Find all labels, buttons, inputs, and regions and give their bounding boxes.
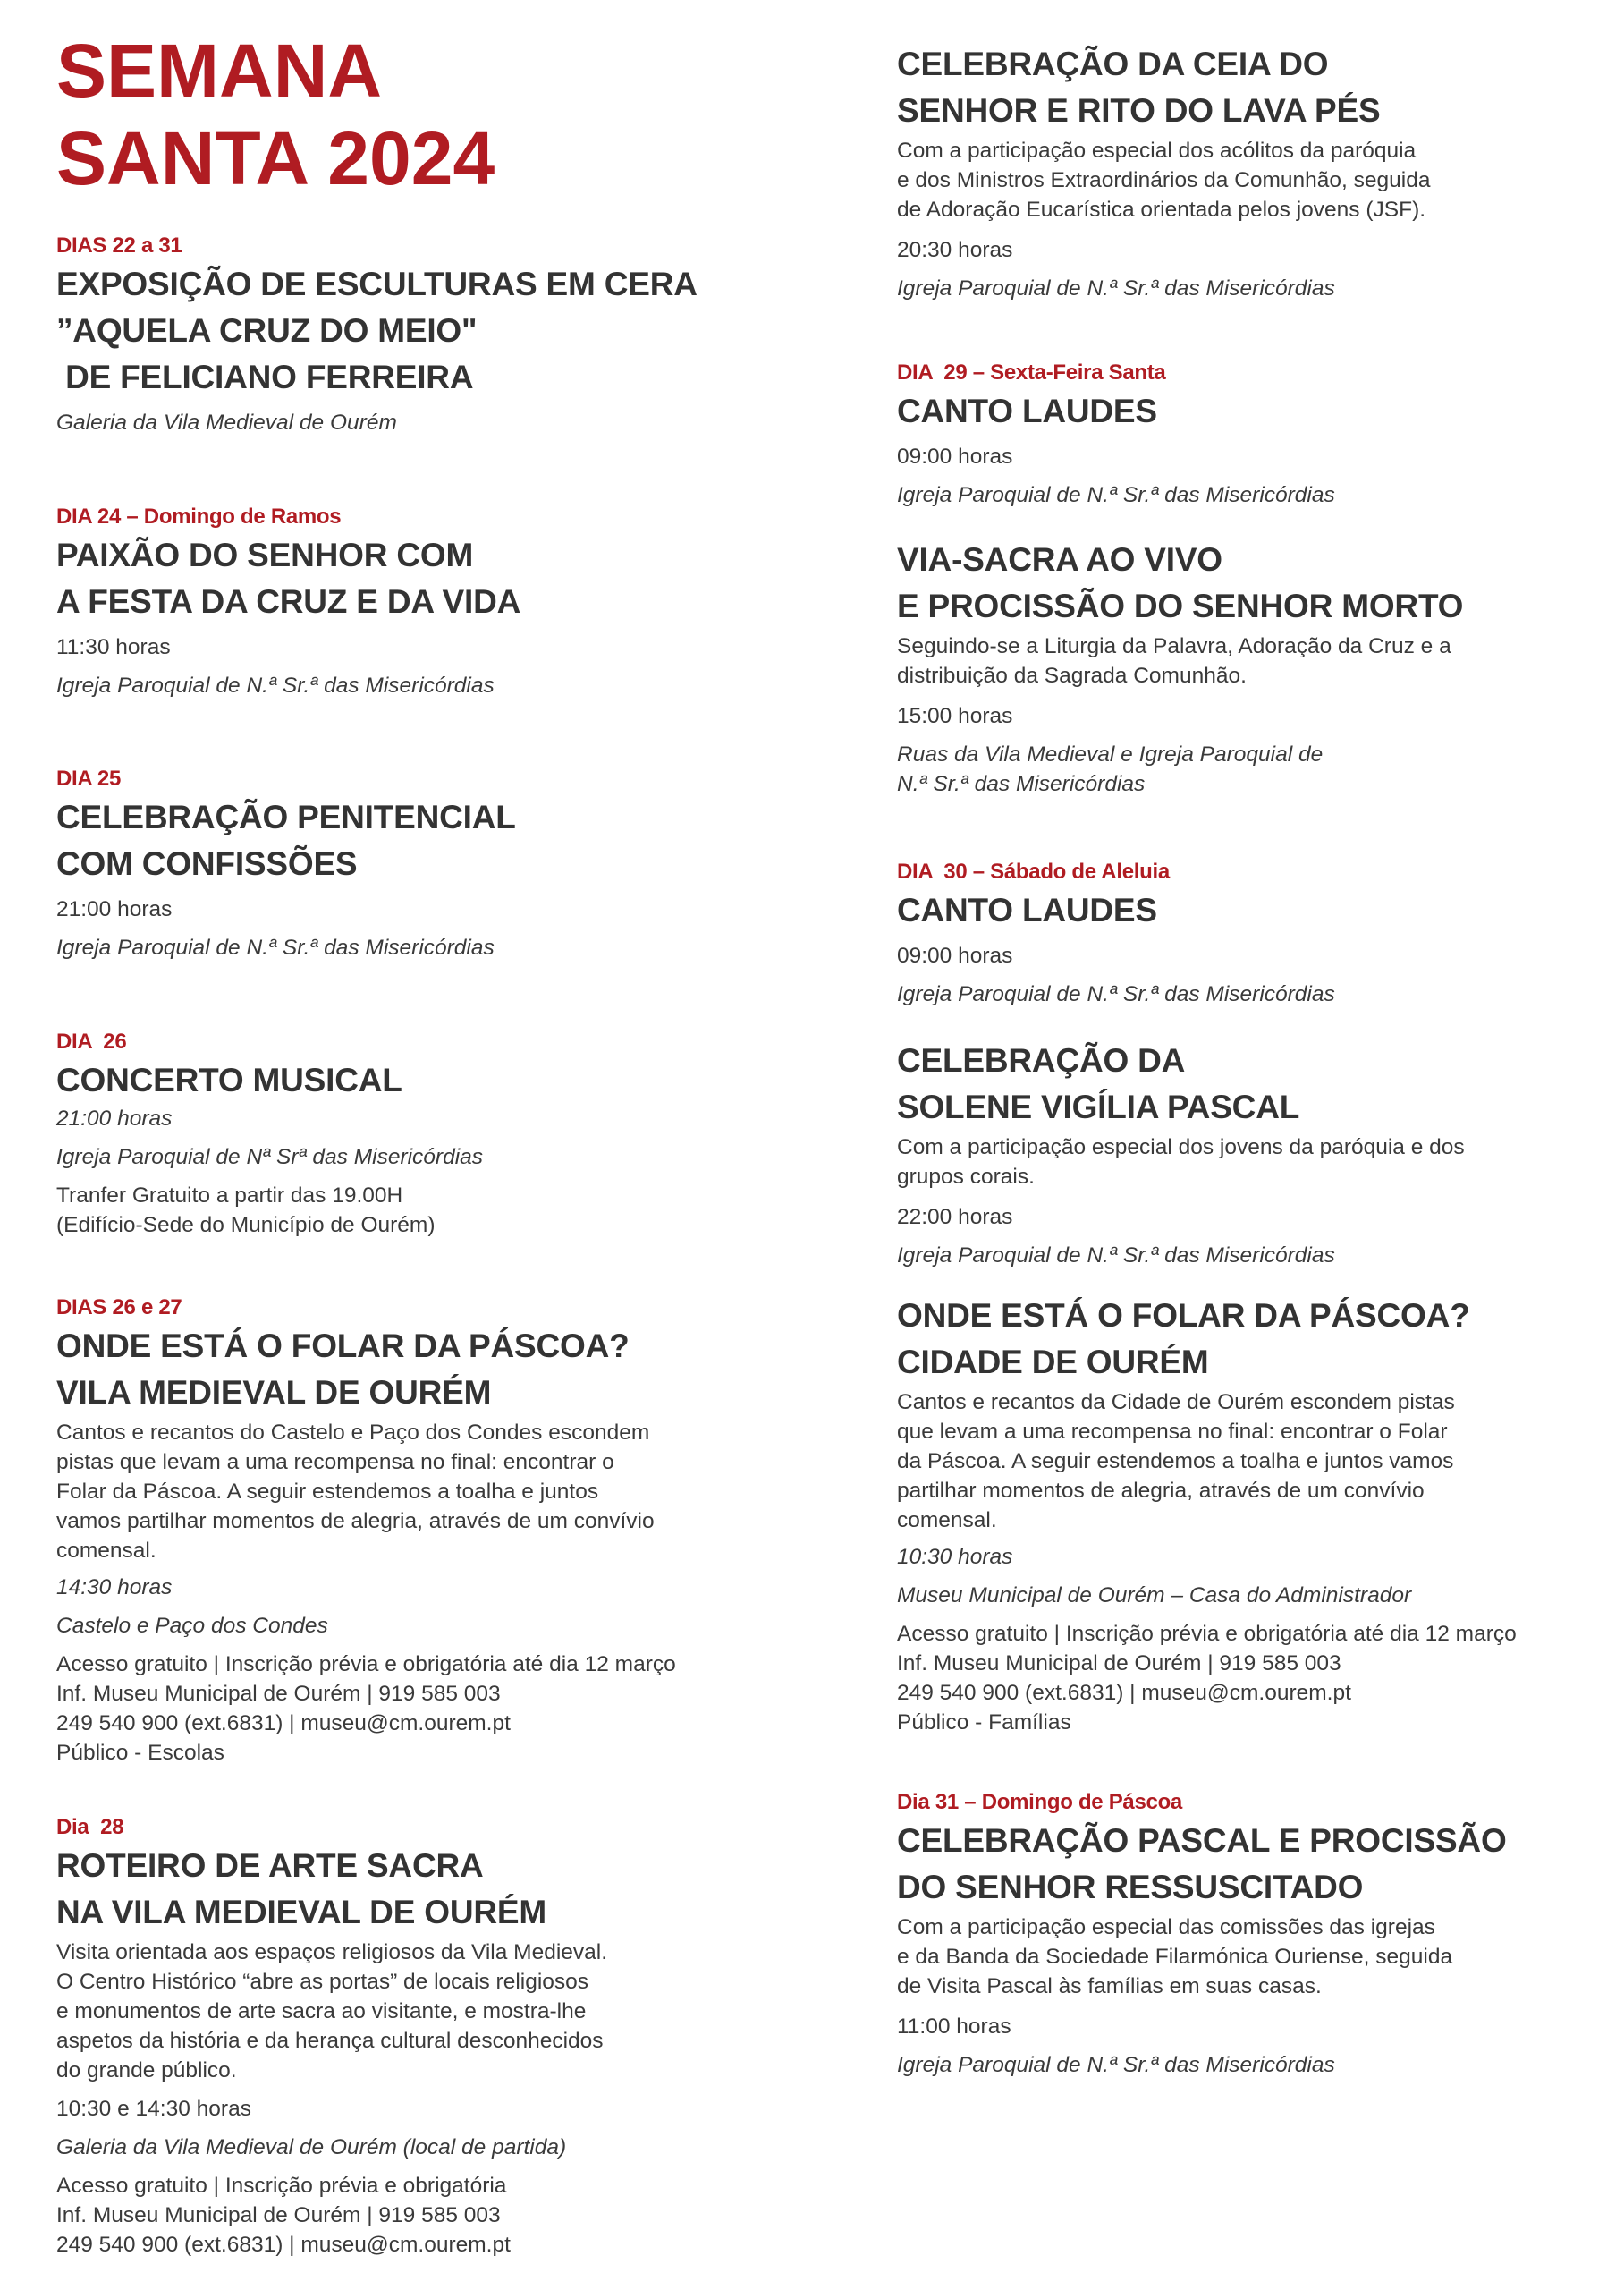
heading-line: VIA-SACRA AO VIVO (897, 541, 1222, 578)
heading-line: DO SENHOR RESSUSCITADO (897, 1869, 1364, 1905)
description-line: Cantos e recantos do Castelo e Paço dos Condes escondem (56, 1421, 650, 1445)
heading-line: CIDADE DE OURÉM (897, 1344, 1209, 1380)
description-line: Com a participação especial dos acólitos da paróquia (897, 139, 1417, 163)
info-line: 249 540 900 (ext.6831) | museu@cm.ourem.pt (56, 2233, 511, 2257)
description-line: Visita orientada aos espaços religiosos da Vila Medieval. (56, 1940, 608, 1964)
event-location: Igreja Paroquial de N.ª Sr.ª das Misericórdias (897, 276, 1335, 301)
heading-line: CELEBRAÇÃO DA CEIA DO (897, 46, 1329, 82)
description-line: e da Banda da Sociedade Filarmónica Ouriense, seguida (897, 1945, 1453, 1969)
heading-line: A FESTA DA CRUZ E DA VIDA (56, 583, 521, 620)
heading-line: CANTO LAUDES (897, 393, 1157, 429)
event-heading (56, 532, 808, 625)
event-laudes-sabado (897, 859, 1612, 1009)
info-line: Público - Famílias (897, 1710, 1071, 1734)
event-description (897, 136, 1612, 225)
event-time: 09:00 horas (897, 944, 1013, 968)
description-line: Com a participação especial dos jovens da paróquia e dos (897, 1135, 1465, 1159)
heading-line: NA VILA MEDIEVAL DE OURÉM (56, 1894, 546, 1930)
title-line: SEMANA (56, 29, 383, 113)
event-heading (56, 1323, 808, 1416)
event-time: 21:00 horas (56, 897, 173, 921)
heading-line: SOLENE VIGÍLIA PASCAL (897, 1089, 1300, 1125)
location-line: N.ª Sr.ª das Misericórdias (897, 772, 1146, 796)
info-line: Inf. Museu Municipal de Ourém | 919 585 003 (897, 1651, 1341, 1675)
info-line: 249 540 900 (ext.6831) | museu@cm.ourem.pt (897, 1681, 1351, 1705)
heading-line: ROTEIRO DE ARTE SACRA (56, 1847, 484, 1884)
event-info (56, 1650, 808, 1768)
event-location: Igreja Paroquial de N.ª Sr.ª das Misericórdias (56, 674, 495, 698)
page-title (56, 27, 495, 202)
heading-line: ”AQUELA CRUZ DO MEIO" (56, 312, 478, 349)
event-info (56, 1181, 808, 1240)
event-heading (897, 1293, 1612, 1386)
event-heading (897, 537, 1612, 630)
event-location: Igreja Paroquial de N.ª Sr.ª das Misericórdias (897, 1243, 1335, 1268)
event-date: DIAS 26 e 27 (56, 1295, 182, 1319)
event-location: Museu Municipal de Ourém – Casa do Administrador (897, 1583, 1412, 1607)
description-line: do grande público. (56, 2058, 237, 2082)
event-date: DIA 26 (56, 1030, 127, 1054)
event-description (897, 1913, 1612, 2001)
event-time: 14:30 horas (56, 1575, 173, 1599)
event-time: 22:00 horas (897, 1205, 1013, 1229)
event-heading (56, 794, 808, 887)
description-line: de Visita Pascal às famílias em suas casas. (897, 1974, 1322, 1998)
location-line: Ruas da Vila Medieval e Igreja Paroquial de (897, 742, 1324, 767)
event-heading (56, 1057, 808, 1104)
description-line: Folar da Páscoa. A seguir estendemos a toalha e juntos (56, 1480, 599, 1504)
event-concerto (56, 1029, 808, 1240)
description-line: O Centro Histórico “abre as portas” de locais religiosos (56, 1970, 589, 1994)
event-heading (897, 388, 1612, 435)
info-line: (Edifício-Sede do Município de Ourém) (56, 1213, 436, 1237)
info-line: Acesso gratuito | Inscrição prévia e obrigatória até dia 12 março (897, 1622, 1517, 1646)
info-line: 249 540 900 (ext.6831) | museu@cm.ourem.pt (56, 1711, 511, 1735)
event-time: 20:30 horas (897, 238, 1013, 262)
left-column (56, 0, 808, 2290)
event-description (897, 1132, 1612, 1192)
heading-line: CELEBRAÇÃO PENITENCIAL (56, 799, 516, 835)
event-info (56, 2171, 808, 2260)
heading-line: CELEBRAÇÃO PASCAL E PROCISSÃO (897, 1822, 1507, 1859)
heading-line: COM CONFISSÕES (56, 845, 358, 882)
event-paixao (56, 504, 808, 700)
info-line: Público - Escolas (56, 1741, 224, 1765)
event-description (56, 1938, 808, 2085)
event-roteiro (56, 1814, 808, 2260)
description-line: e dos Ministros Extraordinários da Comunhão, seguida (897, 168, 1431, 192)
event-folar-cidade (897, 1293, 1612, 1737)
event-exposicao (56, 233, 808, 437)
description-line: pistas que levam a uma recompensa no final: encontrar o (56, 1450, 614, 1474)
event-date: DIA 29 – Sexta-Feira Santa (897, 360, 1166, 385)
event-vigilia (897, 1038, 1612, 1270)
right-column (897, 0, 1612, 2290)
heading-line: EXPOSIÇÃO DE ESCULTURAS EM CERA (56, 266, 698, 302)
event-location: Igreja Paroquial de N.ª Sr.ª das Misericórdias (897, 2053, 1335, 2077)
event-heading (897, 887, 1612, 934)
description-line: Com a participação especial das comissões das igrejas (897, 1915, 1435, 1939)
description-line: distribuição da Sagrada Comunhão. (897, 664, 1247, 688)
event-date: DIA 25 (56, 767, 122, 791)
event-laudes-sexta (897, 360, 1612, 510)
event-date: Dia 31 – Domingo de Páscoa (897, 1790, 1182, 1814)
heading-line: CANTO LAUDES (897, 892, 1157, 929)
event-heading (897, 41, 1612, 134)
event-heading (897, 1038, 1612, 1131)
description-line: da Páscoa. A seguir estendemos a toalha e juntos vamos (897, 1449, 1454, 1473)
heading-line: PAIXÃO DO SENHOR COM (56, 537, 474, 573)
event-description (897, 1387, 1612, 1535)
heading-line: ONDE ESTÁ O FOLAR DA PÁSCOA? (56, 1327, 630, 1364)
event-heading (56, 261, 808, 401)
description-line: comensal. (897, 1508, 997, 1532)
event-via-sacra (897, 537, 1612, 799)
event-heading (56, 1843, 808, 1936)
event-location (897, 740, 1612, 799)
heading-line: VILA MEDIEVAL DE OURÉM (56, 1374, 492, 1411)
description-line: e monumentos de arte sacra ao visitante, e mostra-lhe (56, 1999, 587, 2023)
event-description (56, 1418, 808, 1565)
event-time: 21:00 horas (56, 1107, 173, 1131)
info-line: Acesso gratuito | Inscrição prévia e obrigatória (56, 2174, 507, 2198)
info-line: Inf. Museu Municipal de Ourém | 919 585 003 (56, 2203, 501, 2227)
event-date: DIAS 22 a 31 (56, 233, 182, 258)
event-info (897, 1619, 1612, 1737)
event-location: Igreja Paroquial de Nª Srª das Misericórdias (56, 1145, 484, 1169)
event-penitencial (56, 766, 808, 963)
event-time: 15:00 horas (897, 704, 1013, 728)
event-ceia (897, 41, 1612, 303)
description-line: vamos partilhar momentos de alegria, através de um convívio (56, 1509, 655, 1533)
event-location: Castelo e Paço dos Condes (56, 1614, 328, 1638)
description-line: de Adoração Eucarística orientada pelos jovens (JSF). (897, 198, 1426, 222)
event-date: DIA 30 – Sábado de Aleluia (897, 860, 1170, 884)
info-line: Inf. Museu Municipal de Ourém | 919 585 003 (56, 1682, 501, 1706)
description-line: grupos corais. (897, 1165, 1035, 1189)
event-time: 10:30 e 14:30 horas (56, 2097, 251, 2121)
event-heading (897, 1818, 1612, 1911)
event-time: 10:30 horas (897, 1545, 1013, 1569)
event-location: Galeria da Vila Medieval de Ourém (local de partida) (56, 2135, 567, 2159)
event-location: Galeria da Vila Medieval de Ourém (56, 411, 397, 435)
event-location: Igreja Paroquial de N.ª Sr.ª das Misericórdias (56, 936, 495, 960)
description-line: Cantos e recantos da Cidade de Ourém escondem pistas (897, 1390, 1455, 1414)
event-folar-vila (56, 1294, 808, 1768)
event-time: 11:00 horas (897, 2014, 1011, 2039)
description-line: partilhar momentos de alegria, através de um convívio (897, 1479, 1425, 1503)
event-description (897, 632, 1612, 691)
description-line: aspetos da história e da herança cultural desconhecidos (56, 2029, 604, 2053)
heading-line: CELEBRAÇÃO DA (897, 1042, 1186, 1079)
heading-line: ONDE ESTÁ O FOLAR DA PÁSCOA? (897, 1297, 1470, 1334)
info-line: Acesso gratuito | Inscrição prévia e obrigatória até dia 12 março (56, 1652, 676, 1676)
event-time: 09:00 horas (897, 445, 1013, 469)
description-line: Seguindo-se a Liturgia da Palavra, Adoração da Cruz e a (897, 634, 1451, 658)
event-location: Igreja Paroquial de N.ª Sr.ª das Misericórdias (897, 982, 1335, 1006)
heading-line: E PROCISSÃO DO SENHOR MORTO (897, 588, 1464, 624)
event-date: Dia 28 (56, 1815, 124, 1839)
event-pascal (897, 1789, 1612, 2080)
title-line: SANTA 2024 (56, 116, 495, 200)
description-line: que levam a uma recompensa no final: encontrar o Folar (897, 1420, 1448, 1444)
description-line: comensal. (56, 1539, 156, 1563)
event-location: Igreja Paroquial de N.ª Sr.ª das Misericórdias (897, 483, 1335, 507)
heading-line: CONCERTO MUSICAL (56, 1062, 402, 1098)
event-date: DIA 24 – Domingo de Ramos (56, 505, 342, 529)
heading-line: DE FELICIANO FERREIRA (56, 359, 474, 395)
heading-line: SENHOR E RITO DO LAVA PÉS (897, 92, 1381, 129)
event-time: 11:30 horas (56, 635, 171, 659)
info-line: Tranfer Gratuito a partir das 19.00H (56, 1183, 403, 1208)
